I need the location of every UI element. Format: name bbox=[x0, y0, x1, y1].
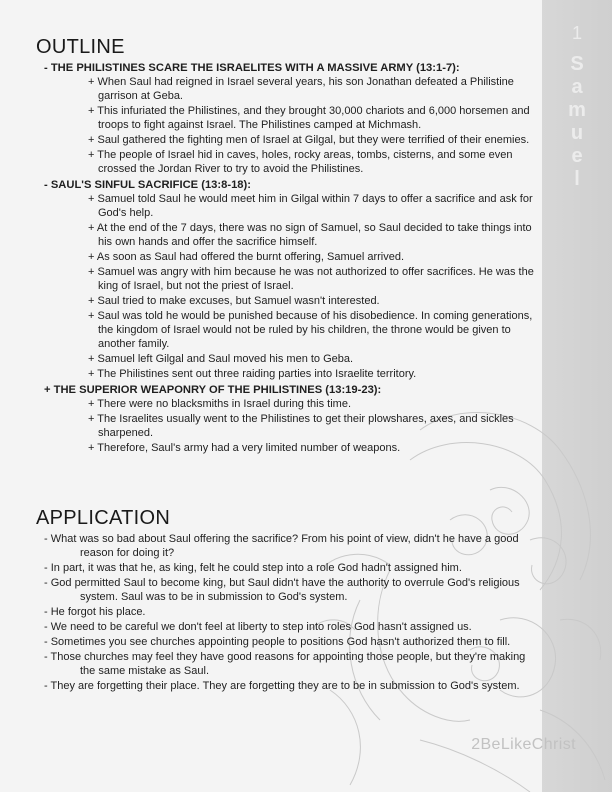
section-title: + THE SUPERIOR WEAPONRY OF THE PHILISTINES (13:19-23): bbox=[44, 384, 382, 396]
side-title-letter: l bbox=[574, 168, 580, 190]
list-item: + There were no blacksmiths in Israel during this time. bbox=[88, 398, 351, 410]
section-title: - SAUL'S SINFUL SACRIFICE (13:8-18): bbox=[44, 179, 251, 191]
list-item: + The Philistines sent out three raiding parties into Israelite territory. bbox=[88, 368, 417, 380]
side-title-letter: u bbox=[570, 122, 584, 144]
list-item: + Samuel left Gilgal and Saul moved his men to Geba. bbox=[88, 353, 354, 365]
list-item: - Sometimes you see churches appointing people to positions God hasn't authorized them to fill. bbox=[44, 636, 511, 648]
point-list bbox=[36, 397, 536, 455]
list-item: + Saul was told he would be punished because of his disobedience. In coming generations, the kingdom of Israel would not be ruled by his children, the throne would be given to another family. bbox=[88, 310, 533, 350]
list-item: + At the end of the 7 days, there was no sign of Samuel, so Saul decided to take things into his own hands and offer the sacrifice himself. bbox=[88, 222, 532, 248]
side-title-letter: a bbox=[571, 76, 583, 98]
list-item: + The people of Israel hid in caves, holes, rocky areas, tombs, cisterns, and some even crossed the Jordan River to try to avoid the Philistines. bbox=[88, 149, 513, 175]
application-heading: APPLICATION bbox=[36, 507, 171, 529]
side-title-letter: m bbox=[568, 99, 586, 121]
application-list bbox=[36, 532, 530, 693]
list-item: + The Israelites usually went to the Philistines to get their plowshares, axes, and sickles sharpened. bbox=[88, 413, 514, 439]
list-item: - Those churches may feel they have good reasons for appointing those people, but they're making the same mistake as Saul. bbox=[44, 651, 526, 677]
list-item: - He forgot his place. bbox=[44, 606, 146, 618]
list-item: - What was so bad about Saul offering the sacrifice? From his point of view, didn't he have a good reason for doing it? bbox=[44, 533, 519, 559]
list-item: - They are forgetting their place. They are forgetting they are to be in submission to God's system. bbox=[44, 680, 520, 692]
list-item: - In part, it was that he, as king, felt he could step into a role God hadn't assigned him. bbox=[44, 562, 462, 574]
list-item: + As soon as Saul had offered the burnt offering, Samuel arrived. bbox=[88, 251, 405, 263]
list-item: - God permitted Saul to become king, but Saul didn't have the authority to overrule God's religious system. Saul was to be in submission to God's system. bbox=[44, 577, 520, 603]
outline-heading: OUTLINE bbox=[36, 36, 125, 58]
point-list bbox=[36, 192, 536, 381]
side-title-number: 1 bbox=[571, 23, 582, 43]
outline-section bbox=[36, 61, 536, 176]
section-title: - THE PHILISTINES SCARE THE ISRAELITES WITH A MASSIVE ARMY (13:1-7): bbox=[44, 62, 460, 74]
outline-section bbox=[36, 178, 536, 381]
watermark: 2BeLikeChrist bbox=[471, 736, 576, 753]
side-title-letter: S bbox=[570, 53, 584, 75]
list-item: + Samuel was angry with him because he was not authorized to offer sacrifices. He was the king of Israel, but not the priest of Israel. bbox=[88, 266, 534, 292]
side-title bbox=[564, 22, 590, 191]
list-item: + Saul gathered the fighting men of Israel at Gilgal, but they were terrified of their enemies. bbox=[88, 134, 530, 146]
list-item: - We need to be careful we don't feel at liberty to step into roles God hasn't assigned us. bbox=[44, 621, 472, 633]
document-body bbox=[36, 36, 536, 694]
list-item: + Saul tried to make excuses, but Samuel wasn't interested. bbox=[88, 295, 380, 307]
list-item: + This infuriated the Philistines, and they brought 30,000 chariots and 6,000 horsemen and troops to fight against Israel. The Philistines camped at Michmash. bbox=[88, 105, 530, 131]
outline-section bbox=[36, 383, 536, 455]
list-item: + Samuel told Saul he would meet him in Gilgal within 7 days to offer a sacrifice and ask for God's help. bbox=[88, 193, 533, 219]
side-title-letter: e bbox=[571, 145, 583, 167]
list-item: + When Saul had reigned in Israel several years, his son Jonathan defeated a Philistine garrison at Geba. bbox=[88, 76, 514, 102]
point-list bbox=[36, 75, 536, 176]
list-item: + Therefore, Saul's army had a very limited number of weapons. bbox=[88, 442, 401, 454]
